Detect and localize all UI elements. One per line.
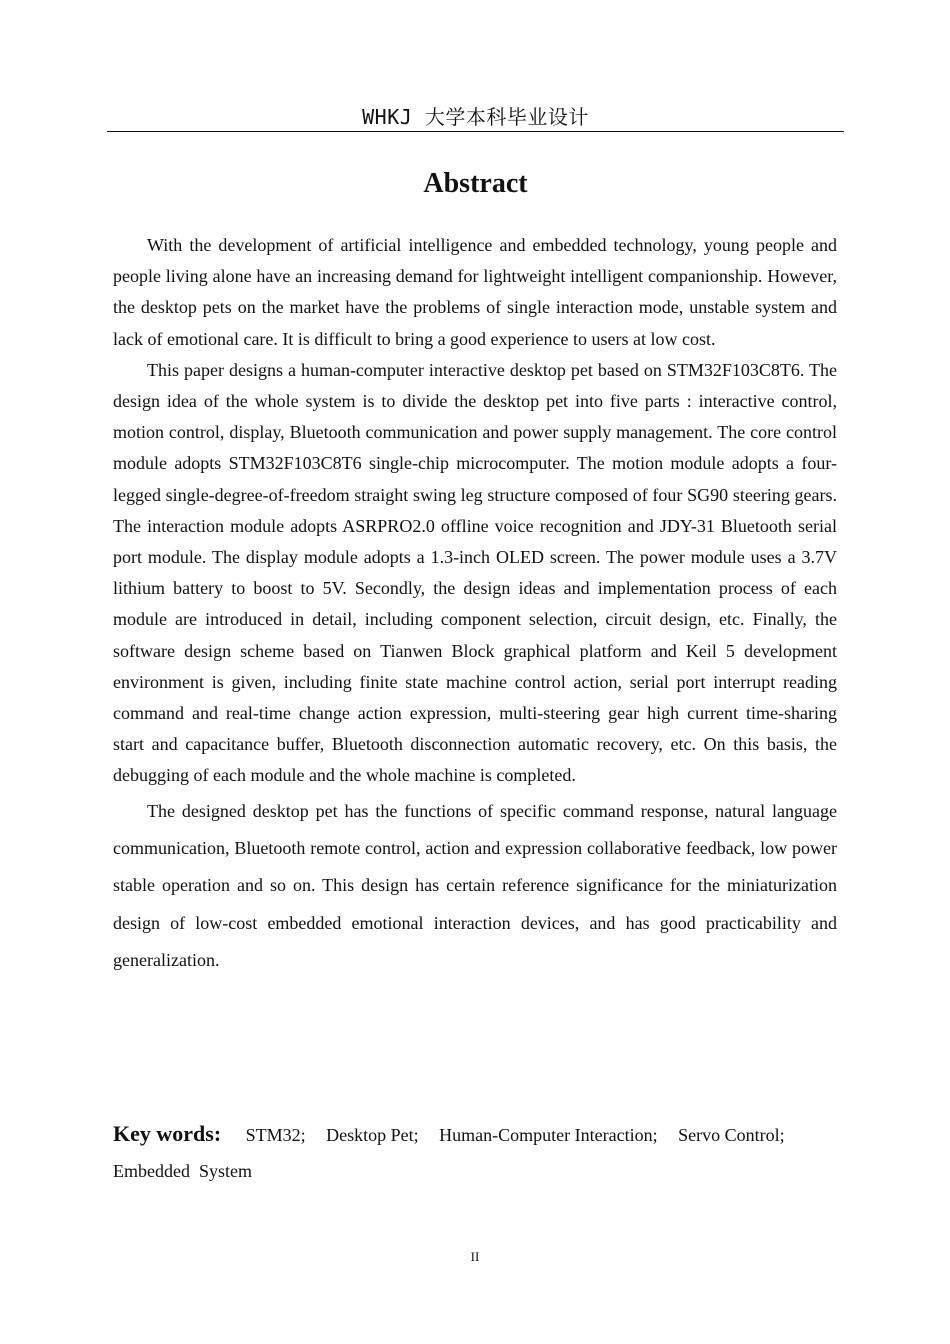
keyword-item: Human-Computer Interaction; [439,1125,658,1145]
running-header: WHKJ 大学本科毕业设计 [362,105,589,129]
page-number: II [470,1249,480,1264]
abstract-paragraph-2: This paper designs a human-computer interactive desktop pet based on STM32F103C8T6. The design idea of the whole system is to divide the desktop pet into five parts : interactive control, motion control, display, Bluetooth communication and power supply management. The core control module adopts STM32F103C8T6 single-chip microcomputer. The motion module adopts a four-legged single-degree-of-freedom straight swing leg structure composed of four SG90 steering gears. The interaction module adopts ASRPRO2.0 offline voice recognition and JDY-31 Bluetooth serial port module. The display module adopts a 1.3-inch OLED screen. The power module uses a 3.7V lithium battery to boost to 5V. Secondly, the design ideas and implementation process of each module are introduced in detail, including component selection, circuit design, etc. Finally, the software design scheme based on Tianwen Block graphical platform and Keil 5 development environment is given, including finite state machine control action, serial port interrupt reading command and real-time change action expression, multi-steering gear high current time-sharing start and capacitance buffer, Bluetooth disconnection automatic recovery, etc. On this basis, the debugging of each module and the whole machine is completed. [113,359,837,786]
abstract-paragraph-3: The designed desktop pet has the functions of specific command response, natural language communication, Bluetooth remote control, action and expression collaborative feedback, low power stable operation and so on. This design has certain reference significance for the miniaturization design of low-cost embedded emotional interaction devices, and has good practicability and generalization. [113,800,837,970]
abstract-body [113,230,837,979]
keyword-item: Servo Control; [678,1125,785,1145]
keyword-item: Desktop Pet; [326,1125,419,1145]
page-title: Abstract [423,168,528,199]
keyword-item: STM32; [245,1125,306,1145]
header-rule [107,131,844,132]
keyword-item: Embedded System [113,1161,252,1181]
abstract-paragraph-1: With the development of artificial intelligence and embedded technology, young people and people living alone have an increasing demand for lightweight intelligent companionship. However, the desktop pets on the market have the problems of single interaction mode, unstable system and lack of emotional care. It is difficult to bring a good experience to users at low cost. [113,235,837,349]
keywords-label: Key words: [113,1121,222,1146]
keywords-section [113,1116,837,1189]
